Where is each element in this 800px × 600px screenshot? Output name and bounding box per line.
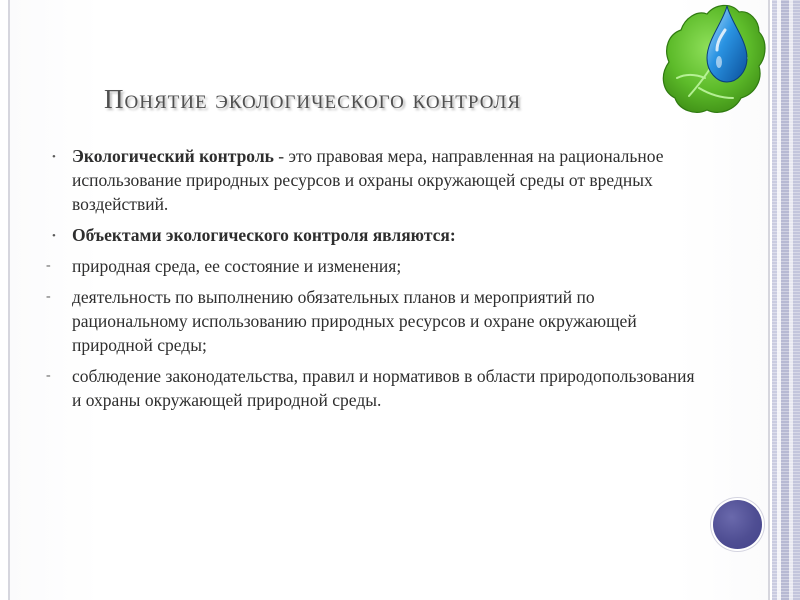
item-text: - это правовая мера, направленная на рациональное использование природных ресурсов и охраны окружающей среды от вредных воздействий. [72, 146, 664, 214]
list-item [46, 144, 706, 216]
navigation-circle[interactable] [713, 500, 762, 549]
list-item [46, 254, 706, 278]
dash-marker: - [46, 289, 51, 304]
item-term: Экологический контроль [72, 146, 274, 166]
item-text: деятельность по выполнению обязательных планов и мероприятий по рациональному использованию природных ресурсов и охране окружающей природной среды; [72, 287, 637, 355]
slide-content [46, 144, 706, 419]
decorative-side-strip [772, 0, 800, 600]
dash-marker: - [46, 258, 51, 273]
item-text: природная среда, ее состояние и изменения; [72, 256, 402, 276]
leaf-water-drop-icon [655, 0, 770, 118]
dash-marker: - [46, 368, 51, 383]
list-item [46, 223, 706, 247]
list-item [46, 364, 706, 412]
item-text: соблюдение законодательства, правил и нормативов в области природопользования и охраны окружающей природной среды. [72, 366, 695, 410]
item-term: Объектами экологического контроля являются: [72, 225, 456, 245]
bullet-marker: • [52, 230, 56, 242]
list-item [46, 285, 706, 357]
slide-title: Понятие экологического контроля [104, 84, 522, 114]
bullet-marker: • [52, 151, 56, 163]
